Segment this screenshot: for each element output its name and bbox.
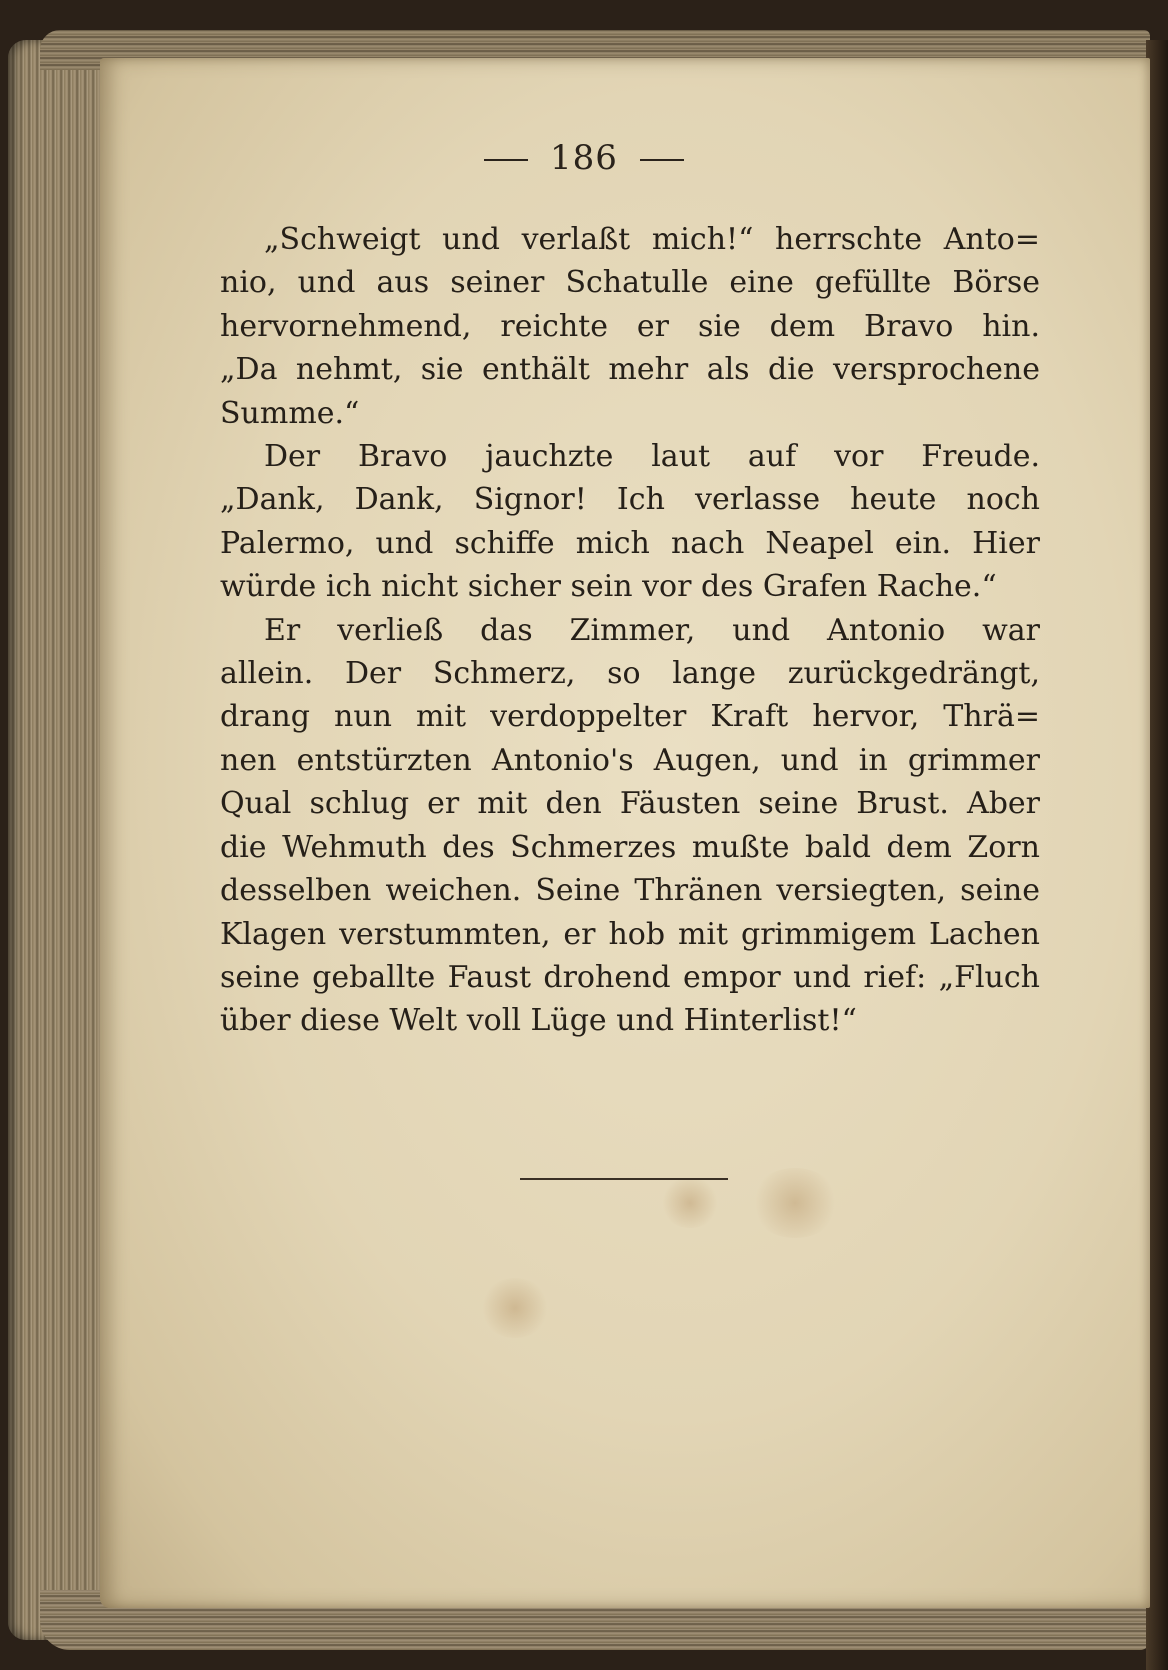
end-rule bbox=[520, 1178, 728, 1180]
text-line: über diese Welt voll Lüge und Hinterlist!“ bbox=[220, 1003, 857, 1039]
text-line: allein. Der Schmerz, so lange zurückgedrängt, bbox=[220, 656, 1040, 692]
text-line: Palermo, und schiffe mich nach Neapel ein. Hier bbox=[220, 525, 1040, 561]
paper-stain bbox=[480, 1278, 550, 1338]
page-number-value: 186 bbox=[550, 138, 618, 178]
text-line: Klagen verstummten, er hob mit grimmigem Lachen bbox=[220, 916, 1040, 952]
paper-stain bbox=[750, 1168, 840, 1238]
text-line: Qual schlug er mit den Fäusten seine Brust. Aber bbox=[220, 786, 1040, 822]
text-line: hervornehmend, reichte er sie dem Bravo hin. bbox=[220, 308, 1040, 344]
text-line: „Da nehmt, sie enthält mehr als die versprochene bbox=[220, 352, 1040, 388]
page-number bbox=[0, 138, 1168, 178]
text-line: Summe.“ bbox=[220, 395, 360, 431]
text-line: würde ich nicht sicher sein vor des Grafen Rache.“ bbox=[220, 569, 997, 605]
text-line: Er verließ das Zimmer, und Antonio war bbox=[264, 612, 1040, 648]
text-line: Der Bravo jauchzte laut auf vor Freude. bbox=[264, 439, 1040, 475]
body-text bbox=[220, 218, 1040, 1043]
text-line: drang nun mit verdoppelter Kraft hervor, Thrä= bbox=[220, 699, 1040, 735]
text-line: seine geballte Faust drohend empor und rief: „Fluch bbox=[220, 959, 1040, 995]
text-line: nen entstürzten Antonio's Augen, und in grimmer bbox=[220, 742, 1040, 778]
text-line: desselben weichen. Seine Thränen versiegten, seine bbox=[220, 873, 1040, 909]
text-line: „Dank, Dank, Signor! Ich verlasse heute noch bbox=[220, 482, 1040, 518]
text-line: „Schweigt und verlaßt mich!“ herrschte Anto= bbox=[264, 222, 1040, 257]
text-line: nio, und aus seiner Schatulle eine gefüllte Börse bbox=[220, 265, 1040, 301]
text-line: die Wehmuth des Schmerzes mußte bald dem Zorn bbox=[220, 829, 1040, 865]
page-number-dash-right bbox=[640, 159, 684, 161]
paper-stain bbox=[660, 1178, 720, 1228]
page-number-dash-left bbox=[484, 159, 528, 161]
